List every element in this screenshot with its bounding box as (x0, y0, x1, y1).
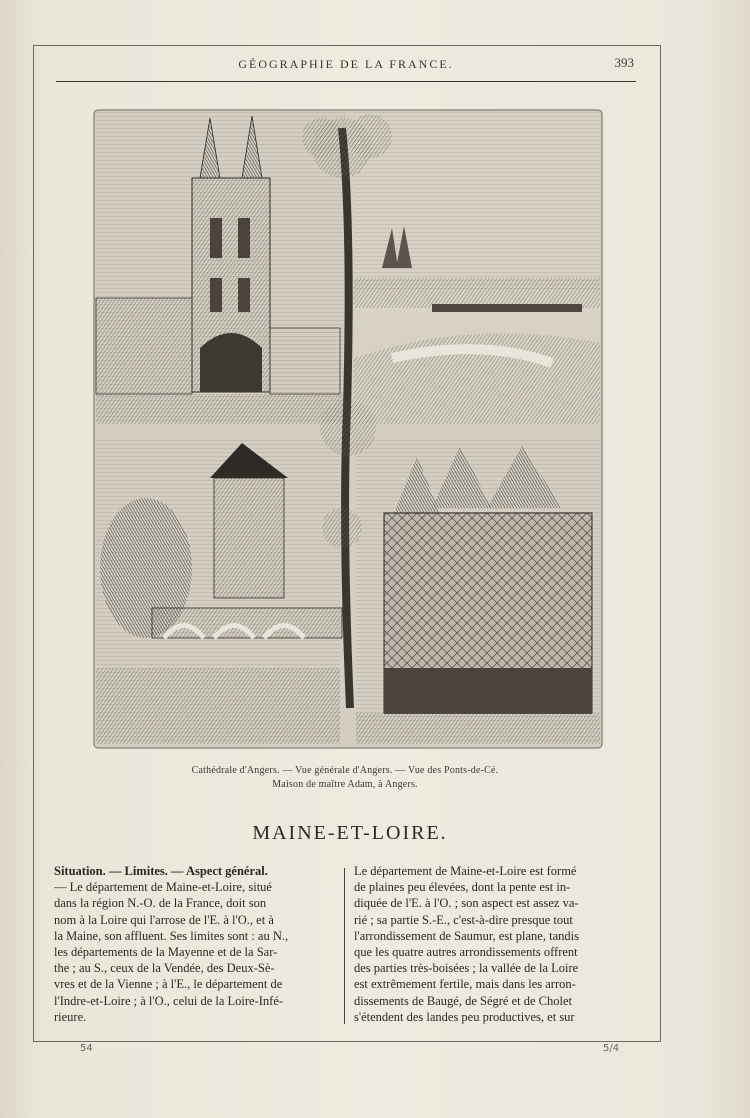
cathedral-vignette (96, 112, 346, 424)
text-line: est extrêmement fertile, mais dans les arron- (354, 977, 576, 992)
text-line: que les quatre autres arrondissements offrent (354, 944, 578, 959)
text-line: la Maine, son affluent. Ses limites sont : au N., (54, 928, 289, 943)
page-number: 393 (614, 55, 634, 70)
text-line: diquée de l'E. à l'O. ; son aspect est assez va- (354, 896, 579, 911)
text-line: rié ; sa partie S.-E., c'est-à-dire presque tout (354, 912, 573, 927)
text-line: rieure. (54, 1009, 87, 1024)
column-divider (344, 868, 345, 1024)
text-line: the ; au S., ceux de la Vendée, des Deux-Sè- (54, 961, 275, 976)
text-line: dans la région N.-O. de la France, doit son (54, 896, 267, 911)
text-line: les départements de la Mayenne et de la Sar- (54, 944, 278, 959)
page-header (56, 55, 636, 82)
left-column (54, 863, 336, 1025)
printer-signature-left: 54 (80, 1043, 93, 1054)
maison-adam-vignette (356, 438, 600, 744)
text-line: vres et de la Vienne ; à l'E., le département de (54, 977, 283, 992)
department-title: MAINE-ET-LOIRE. (252, 822, 448, 844)
text-line: s'étendent des landes peu productives, et sur (354, 1009, 575, 1024)
illustration-caption-line-1: Cathédrale d'Angers. — Vue générale d'Angers. — Vue des Ponts-de-Cé. (191, 765, 499, 776)
text-line: dissements de Baugé, de Ségré et de Cholet (354, 993, 572, 1008)
printer-signature-right: 5/4 (603, 1043, 620, 1054)
text-line: Le département de Maine-et-Loire est formé (354, 864, 577, 878)
right-column (354, 863, 637, 1025)
text-line: l'arrondissement de Saumur, est plane, tandis (354, 928, 579, 943)
text-line: l'Indre-et-Loire ; à l'O., celui de la Loire-Infé- (54, 993, 284, 1008)
text-line: — Le département de Maine-et-Loire, situé (54, 880, 272, 895)
running-title: GÉOGRAPHIE DE LA FRANCE. (238, 57, 454, 71)
illustration-caption-line-2: Maison de maître Adam, à Angers. (272, 779, 418, 790)
text-line: de plaines peu élevées, dont la pente est in- (354, 880, 571, 895)
engraving-illustration (92, 108, 604, 750)
section-heading: Situation. — Limites. — Aspect général. (54, 864, 268, 878)
text-line: nom à la Loire qui l'arrose de l'E. à l'O., et à (54, 912, 274, 927)
text-line: des parties très-boisées ; la vallée de la Loire (354, 961, 579, 976)
ponts-de-ce-vignette (96, 438, 342, 744)
angers-view-vignette (354, 112, 600, 424)
